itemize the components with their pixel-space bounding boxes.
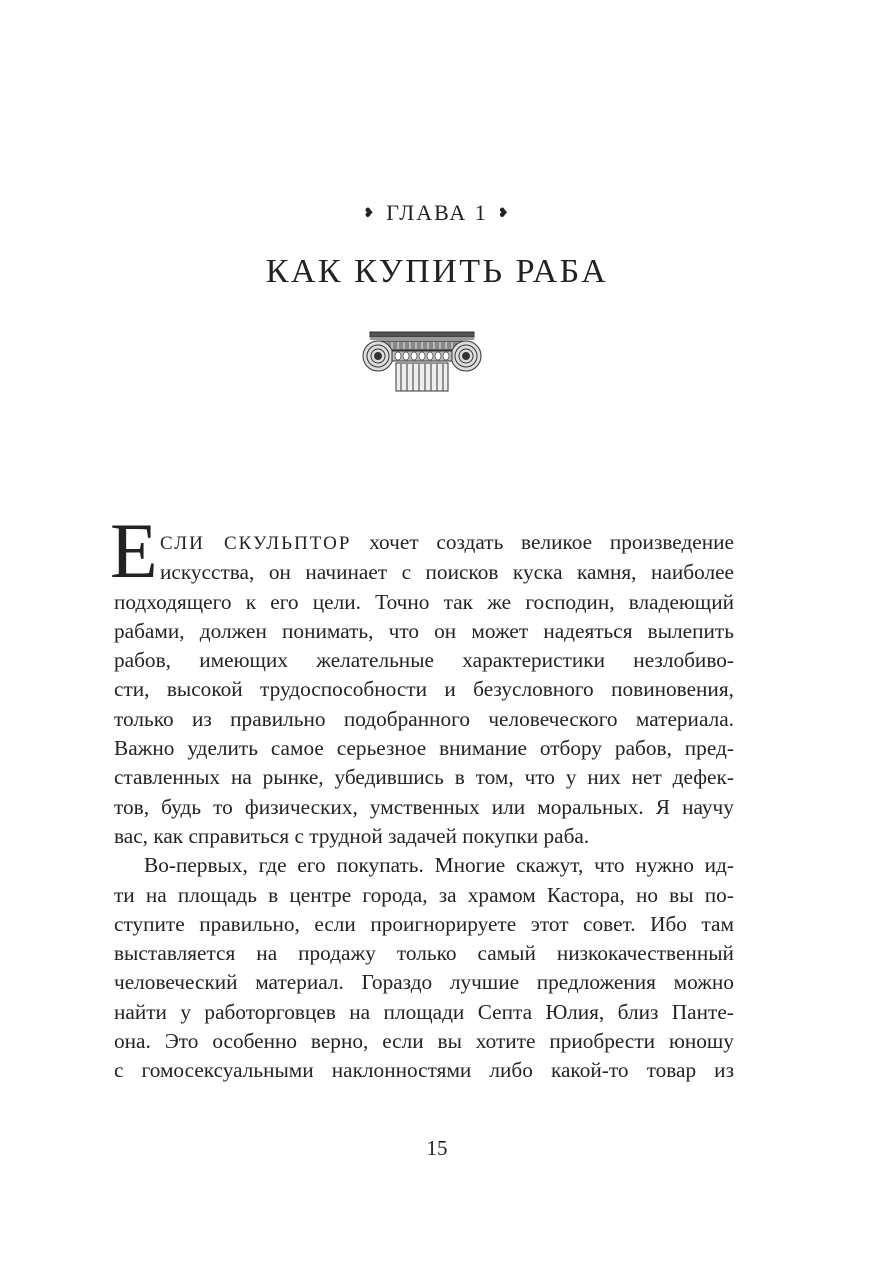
- word: начинает: [305, 560, 388, 585]
- word: умственных: [369, 794, 480, 819]
- text-line: [114, 851, 734, 880]
- text-line: [114, 646, 734, 675]
- word: выставляется: [114, 941, 236, 966]
- text-line: [114, 793, 734, 822]
- word: материал.: [255, 970, 344, 995]
- word: характеристики: [462, 648, 605, 673]
- word: вы: [437, 1029, 462, 1054]
- word: там: [701, 911, 734, 936]
- word: подобранного: [343, 706, 470, 731]
- word: только: [396, 941, 457, 966]
- text-line: [114, 939, 734, 968]
- word: научу: [682, 794, 734, 819]
- word: отбору: [539, 736, 603, 761]
- word: особенно: [212, 1029, 298, 1054]
- word: рынке,: [262, 765, 324, 790]
- word: повиновения,: [611, 677, 734, 702]
- word: правильно: [230, 706, 326, 731]
- lead-smallcaps: СЛИ СКУЛЬПТОР: [160, 533, 352, 554]
- word: предложения: [536, 970, 656, 995]
- word: что: [524, 765, 555, 790]
- word: этот: [530, 911, 569, 936]
- word: хотите: [475, 1029, 536, 1054]
- text-line: [114, 734, 734, 763]
- word: имеющих: [199, 648, 288, 673]
- text-line: [114, 675, 734, 704]
- word: рабами,: [114, 618, 185, 643]
- word: площади: [383, 999, 465, 1024]
- word: можно: [673, 970, 734, 995]
- word: ставленных: [114, 765, 221, 790]
- word: нет: [631, 765, 662, 790]
- word: тов,: [114, 794, 150, 819]
- word: что: [594, 853, 625, 878]
- fleuron-left-icon: ❥: [363, 205, 377, 220]
- word: какой-то: [550, 1058, 629, 1083]
- word: пред-: [684, 736, 734, 761]
- text-line: [114, 558, 734, 587]
- word: лучшие: [449, 970, 520, 995]
- ionic-capital-icon: [356, 330, 488, 392]
- word: к: [245, 589, 257, 614]
- text-line: [114, 588, 734, 617]
- word: из: [714, 1058, 734, 1083]
- word: покупать.: [336, 853, 424, 878]
- word: Это: [164, 1029, 199, 1054]
- word: гомосексуальными: [141, 1058, 314, 1083]
- word: из: [192, 706, 212, 731]
- word: в: [454, 765, 465, 790]
- text-line: [114, 881, 734, 910]
- word: если: [314, 911, 356, 936]
- word: по-: [704, 882, 734, 907]
- word: на: [256, 941, 278, 966]
- word: безусловного: [473, 677, 594, 702]
- paragraph-1: [110, 507, 735, 851]
- word: камня,: [577, 560, 637, 585]
- word: найти: [114, 999, 167, 1024]
- text-line: [114, 968, 734, 997]
- word: площадь: [177, 882, 257, 907]
- word: внимание: [439, 736, 527, 761]
- chapter-label: [0, 200, 874, 226]
- word: у: [180, 999, 192, 1024]
- word: Гораздо: [361, 970, 433, 995]
- word: Ибо: [650, 911, 687, 936]
- word: товар: [646, 1058, 697, 1083]
- word: незлобиво-: [633, 648, 734, 673]
- line-text: хочет создать великое произведение: [351, 530, 735, 554]
- text-line: вас, как справиться с трудной задачей покупки раба.: [114, 823, 590, 848]
- word: скажут,: [516, 853, 584, 878]
- word: владеющий: [628, 589, 734, 614]
- text-line: [114, 910, 734, 939]
- word: вылепить: [647, 618, 734, 643]
- drop-cap: Е: [110, 507, 158, 594]
- word: понимать,: [282, 618, 374, 643]
- word: поисков: [425, 560, 499, 585]
- word: правильно,: [199, 911, 300, 936]
- word: Кастора,: [546, 882, 625, 907]
- word: у: [565, 765, 577, 790]
- word: рабов,: [114, 648, 171, 673]
- word: ступите: [114, 911, 185, 936]
- body-text: [110, 507, 735, 1086]
- word: работорговцев: [204, 999, 336, 1024]
- word: продажу: [298, 941, 376, 966]
- word: либо: [489, 1058, 533, 1083]
- word: наклонностями: [331, 1058, 472, 1083]
- word: он: [434, 618, 457, 643]
- paragraph-2: [114, 851, 734, 1085]
- word: искусства,: [160, 560, 255, 585]
- word: за: [438, 882, 457, 907]
- word: вы: [669, 882, 694, 907]
- word: Во-первых,: [144, 853, 248, 878]
- text-line: [114, 1056, 734, 1085]
- word: ти: [114, 882, 135, 907]
- word: физических,: [244, 794, 358, 819]
- word: человеческого: [488, 706, 618, 731]
- word: его: [270, 589, 299, 614]
- word: приобрести: [549, 1029, 656, 1054]
- word: убедившись: [334, 765, 444, 790]
- word: материала.: [635, 706, 734, 731]
- page-number: 15: [426, 1136, 448, 1160]
- word: должен: [199, 618, 267, 643]
- word: подходящего: [114, 589, 232, 614]
- word: Точно: [375, 589, 430, 614]
- word: с: [401, 560, 412, 585]
- word: надеяться: [543, 618, 633, 643]
- word: она.: [114, 1029, 151, 1054]
- word: Многие: [434, 853, 506, 878]
- word: он: [268, 560, 291, 585]
- word: господин,: [525, 589, 615, 614]
- word: желательные: [316, 648, 434, 673]
- text-line: [114, 705, 734, 734]
- word: будь: [161, 794, 202, 819]
- word: том,: [475, 765, 514, 790]
- word: что: [388, 618, 419, 643]
- word: центре: [289, 882, 352, 907]
- word: проигнорируете: [370, 911, 517, 936]
- word: Важно: [114, 736, 175, 761]
- chapter-number: ГЛАВА 1: [386, 200, 488, 225]
- word: Юлия,: [545, 999, 605, 1024]
- word: но: [635, 882, 659, 907]
- word: Септа: [477, 999, 533, 1024]
- text-line: [114, 998, 734, 1027]
- word: моральных.: [537, 794, 644, 819]
- word: Панте-: [671, 999, 734, 1024]
- word: дефек-: [672, 765, 734, 790]
- word: где: [258, 853, 287, 878]
- word: человеческий: [114, 970, 238, 995]
- word: трудоспособности: [260, 677, 427, 702]
- word: цели.: [312, 589, 361, 614]
- text-line: [114, 617, 734, 646]
- word: же: [487, 589, 512, 614]
- word: то: [213, 794, 233, 819]
- word: города,: [362, 882, 428, 907]
- word: так: [443, 589, 474, 614]
- word: на: [145, 882, 167, 907]
- word: сти,: [114, 677, 150, 702]
- fleuron-right-icon: ❥: [497, 205, 511, 220]
- word: наиболее: [651, 560, 734, 585]
- word: только: [114, 706, 174, 731]
- word: совет.: [583, 911, 636, 936]
- word: или: [491, 794, 526, 819]
- word: если: [382, 1029, 424, 1054]
- word: нужно: [635, 853, 694, 878]
- word: низкокачественный: [556, 941, 734, 966]
- word: близ: [617, 999, 659, 1024]
- word: высокой: [166, 677, 243, 702]
- text-line: [114, 1027, 734, 1056]
- text-line: [114, 763, 734, 792]
- word: верно,: [310, 1029, 369, 1054]
- text-line: [114, 528, 734, 558]
- word: рабов,: [614, 736, 672, 761]
- chapter-title: КАК КУПИТЬ РАБА: [265, 253, 609, 290]
- word: в: [268, 882, 279, 907]
- word: на: [230, 765, 252, 790]
- word: с: [114, 1058, 124, 1083]
- word: может: [471, 618, 529, 643]
- word: храмом: [467, 882, 536, 907]
- word: ид-: [704, 853, 734, 878]
- word: серьезное: [336, 736, 427, 761]
- word: самый: [477, 941, 536, 966]
- word: юношу: [668, 1029, 734, 1054]
- word: куска: [512, 560, 563, 585]
- word: самое: [270, 736, 324, 761]
- word: на: [349, 999, 371, 1024]
- word: них: [587, 765, 621, 790]
- word: уделить: [187, 736, 258, 761]
- word: Я: [655, 794, 671, 819]
- word: и: [444, 677, 456, 702]
- word: его: [297, 853, 326, 878]
